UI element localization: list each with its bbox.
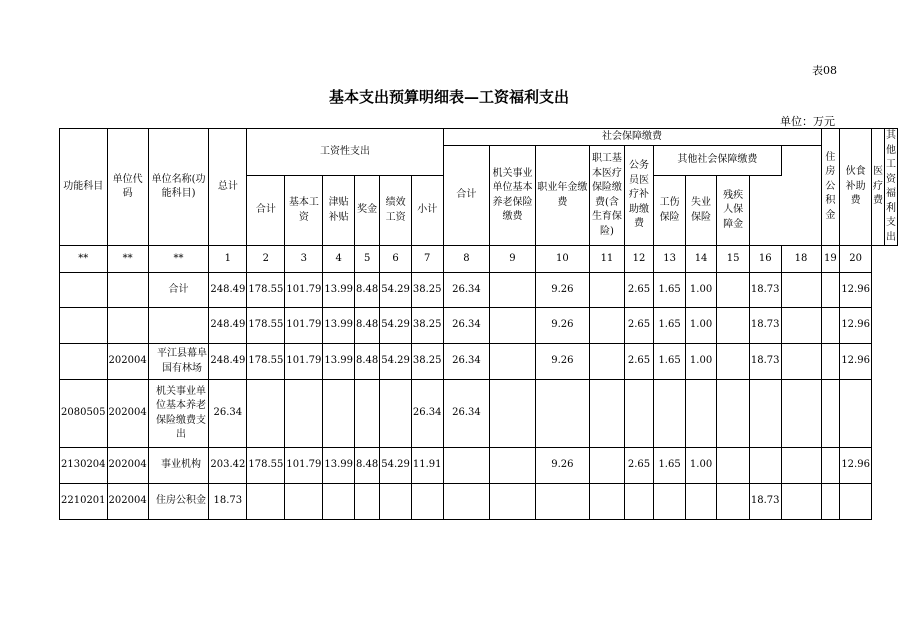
injury-cell: 1.65: [654, 344, 685, 380]
med-fee-cell: [821, 344, 840, 380]
unit-name-cell: [148, 308, 209, 344]
basic-wage-cell: 101.79: [285, 308, 323, 344]
unit-name-cell: 合计: [148, 273, 209, 308]
index-cell: 1: [209, 246, 247, 273]
index-cell: 18: [781, 246, 821, 273]
other-welfare-cell: 12.96: [840, 308, 872, 344]
index-cell: 5: [355, 246, 380, 273]
annuity-cell: [490, 380, 535, 448]
civil-medical-cell: [590, 448, 625, 484]
total-cell: 18.73: [209, 484, 247, 520]
medical-cell: 9.26: [535, 448, 590, 484]
header-other-welfare: 其他工资福利支出: [885, 129, 898, 246]
performance-cell: [380, 484, 412, 520]
index-cell: 11: [590, 246, 625, 273]
header-basic-wage: 基本工资: [285, 176, 323, 246]
unit-name-cell: 事业机构: [148, 448, 209, 484]
social-subtotal-cell: 38.25: [411, 344, 443, 380]
housing-cell: 18.73: [749, 344, 781, 380]
pension-cell: [443, 484, 490, 520]
other-subtotal-cell: 2.65: [624, 344, 654, 380]
table-row: [60, 344, 898, 380]
basic-wage-cell: [285, 484, 323, 520]
header-social-subtotal: 合计: [443, 146, 490, 246]
total-cell: 248.49: [209, 308, 247, 344]
unemployment-cell: 1.00: [685, 448, 716, 484]
func-code-cell: [60, 273, 108, 308]
index-cell: 10: [535, 246, 590, 273]
other-subtotal-cell: 2.65: [624, 308, 654, 344]
civil-medical-cell: [590, 484, 625, 520]
injury-cell: 1.65: [654, 448, 685, 484]
header-med-fee: 医疗费: [872, 129, 885, 246]
civil-medical-cell: [590, 273, 625, 308]
unit-code-cell: [107, 273, 148, 308]
meal-cell: [781, 484, 821, 520]
other-welfare-cell: [840, 380, 872, 448]
medical-cell: 9.26: [535, 273, 590, 308]
annuity-cell: [490, 273, 535, 308]
header-housing: 住房公积金: [821, 129, 840, 246]
unit-code-cell: [107, 308, 148, 344]
header-annuity: 职业年金缴费: [535, 146, 590, 246]
disability-cell: [717, 273, 750, 308]
table-row: [60, 273, 898, 308]
unit-name-cell: 平江县幕阜国有林场: [148, 344, 209, 380]
total-cell: 26.34: [209, 380, 247, 448]
bonus-cell: 8.48: [355, 273, 380, 308]
func-code-cell: [60, 344, 108, 380]
pension-cell: 26.34: [443, 380, 490, 448]
header-performance: 绩效工资: [380, 176, 412, 246]
index-cell: 13: [654, 246, 685, 273]
housing-cell: [749, 380, 781, 448]
injury-cell: [654, 380, 685, 448]
index-cell: 9: [490, 246, 535, 273]
annuity-cell: [490, 484, 535, 520]
housing-cell: 18.73: [749, 308, 781, 344]
basic-wage-cell: 101.79: [285, 344, 323, 380]
unit-code-cell: 202004: [107, 484, 148, 520]
header-injury: 工伤保险: [654, 176, 685, 246]
index-cell: 6: [380, 246, 412, 273]
pension-cell: [443, 448, 490, 484]
header-other-subtotal: 小计: [411, 176, 443, 246]
medical-cell: 9.26: [535, 308, 590, 344]
bonus-cell: 8.48: [355, 344, 380, 380]
table-row: [60, 380, 898, 448]
unit-name-cell: 机关事业单位基本养老保险缴费支出: [148, 380, 209, 448]
wage-subtotal-cell: 178.55: [247, 308, 285, 344]
wage-subtotal-cell: 178.55: [247, 344, 285, 380]
social-subtotal-cell: [411, 484, 443, 520]
disability-cell: [717, 308, 750, 344]
disability-cell: [717, 484, 750, 520]
social-subtotal-cell: 38.25: [411, 273, 443, 308]
bonus-cell: 8.48: [355, 308, 380, 344]
pension-cell: 26.34: [443, 308, 490, 344]
performance-cell: 54.29: [380, 344, 412, 380]
bonus-cell: [355, 484, 380, 520]
total-cell: 203.42: [209, 448, 247, 484]
unit-code-cell: 202004: [107, 448, 148, 484]
med-fee-cell: [821, 380, 840, 448]
header-unemployment: 失业保险: [685, 176, 716, 246]
performance-cell: [380, 380, 412, 448]
header-medical: 职工基本医疗保险缴费(含生育保险): [590, 146, 625, 246]
med-fee-cell: [821, 308, 840, 344]
other-subtotal-cell: [624, 484, 654, 520]
other-welfare-cell: 12.96: [840, 448, 872, 484]
total-cell: 248.49: [209, 273, 247, 308]
other-subtotal-cell: 2.65: [624, 448, 654, 484]
wage-subtotal-cell: 178.55: [247, 273, 285, 308]
disability-cell: [717, 380, 750, 448]
index-cell: 12: [624, 246, 654, 273]
header-meal: 伙食补助费: [840, 129, 872, 246]
index-cell: 3: [285, 246, 323, 273]
injury-cell: 1.65: [654, 308, 685, 344]
wage-subtotal-cell: 178.55: [247, 448, 285, 484]
header-disability: 残疾人保障金: [717, 176, 750, 246]
other-welfare-cell: [840, 484, 872, 520]
table-row: [60, 448, 898, 484]
header-wage-group: 工资性支出: [247, 129, 443, 176]
unit-name-cell: 住房公积金: [148, 484, 209, 520]
housing-cell: 18.73: [749, 273, 781, 308]
other-welfare-cell: 12.96: [840, 344, 872, 380]
med-fee-cell: [821, 484, 840, 520]
social-subtotal-cell: 11.91: [411, 448, 443, 484]
pension-cell: 26.34: [443, 344, 490, 380]
meal-cell: [781, 273, 821, 308]
pension-cell: 26.34: [443, 273, 490, 308]
index-cell: 2: [247, 246, 285, 273]
table-row: [60, 484, 898, 520]
unit-code-cell: 202004: [107, 344, 148, 380]
index-row: [60, 246, 898, 273]
table-row: [60, 308, 898, 344]
page-code: 表08: [812, 64, 837, 77]
header-unit-code: 单位代码: [107, 129, 148, 246]
page-title: 基本支出预算明细表—工资福利支出: [328, 88, 569, 106]
allowance-cell: 13.99: [323, 273, 355, 308]
header-allowance: 津贴补贴: [323, 176, 355, 246]
annuity-cell: [490, 448, 535, 484]
basic-wage-cell: 101.79: [285, 273, 323, 308]
medical-cell: 9.26: [535, 344, 590, 380]
unemployment-cell: 1.00: [685, 308, 716, 344]
performance-cell: 54.29: [380, 308, 412, 344]
func-code-cell: 2130204: [60, 448, 108, 484]
header-bonus: 奖金: [355, 176, 380, 246]
header-other-group: 其他社会保障缴费: [654, 146, 781, 176]
unit-code-cell: 202004: [107, 380, 148, 448]
performance-cell: 54.29: [380, 273, 412, 308]
total-cell: 248.49: [209, 344, 247, 380]
annuity-cell: [490, 344, 535, 380]
bonus-cell: [355, 380, 380, 448]
meal-cell: [781, 308, 821, 344]
unemployment-cell: 1.00: [685, 344, 716, 380]
header-unit-name: 单位名称(功能科目): [148, 129, 209, 246]
basic-wage-cell: [285, 380, 323, 448]
performance-cell: 54.29: [380, 448, 412, 484]
meal-cell: [781, 344, 821, 380]
allowance-cell: [323, 484, 355, 520]
social-subtotal-cell: 38.25: [411, 308, 443, 344]
civil-medical-cell: [590, 308, 625, 344]
wage-subtotal-cell: [247, 380, 285, 448]
medical-cell: [535, 380, 590, 448]
wage-subtotal-cell: [247, 484, 285, 520]
index-cell: 20: [840, 246, 872, 273]
header-civil-medical: 公务员医疗补助缴费: [624, 146, 654, 246]
func-code-cell: 2210201: [60, 484, 108, 520]
index-cell: **: [148, 246, 209, 273]
index-cell: 8: [443, 246, 490, 273]
unemployment-cell: [685, 484, 716, 520]
med-fee-cell: [821, 448, 840, 484]
other-subtotal-cell: [624, 380, 654, 448]
allowance-cell: 13.99: [323, 344, 355, 380]
unit-label: 单位：万元: [780, 115, 835, 128]
index-cell: 7: [411, 246, 443, 273]
medical-cell: [535, 484, 590, 520]
disability-cell: [717, 344, 750, 380]
index-cell: **: [60, 246, 108, 273]
meal-cell: [781, 448, 821, 484]
injury-cell: [654, 484, 685, 520]
index-cell: 16: [749, 246, 781, 273]
allowance-cell: 13.99: [323, 448, 355, 484]
func-code-cell: 2080505: [60, 380, 108, 448]
civil-medical-cell: [590, 344, 625, 380]
index-cell: 15: [717, 246, 750, 273]
header-func-code: 功能科目: [60, 129, 108, 246]
header-pension: 机关事业单位基本养老保险缴费: [490, 146, 535, 246]
social-subtotal-cell: 26.34: [411, 380, 443, 448]
disability-cell: [717, 448, 750, 484]
index-cell: 4: [323, 246, 355, 273]
wage-welfare-table: [59, 128, 898, 520]
basic-wage-cell: 101.79: [285, 448, 323, 484]
allowance-cell: 13.99: [323, 308, 355, 344]
unemployment-cell: 1.00: [685, 273, 716, 308]
index-cell: **: [107, 246, 148, 273]
index-cell: 14: [685, 246, 716, 273]
med-fee-cell: [821, 273, 840, 308]
injury-cell: 1.65: [654, 273, 685, 308]
func-code-cell: [60, 308, 108, 344]
header-wage-subtotal: 合计: [247, 176, 285, 246]
index-cell: 19: [821, 246, 840, 273]
unemployment-cell: [685, 380, 716, 448]
other-subtotal-cell: 2.65: [624, 273, 654, 308]
meal-cell: [781, 380, 821, 448]
other-welfare-cell: 12.96: [840, 273, 872, 308]
annuity-cell: [490, 308, 535, 344]
housing-cell: 18.73: [749, 484, 781, 520]
bonus-cell: 8.48: [355, 448, 380, 484]
header-social-group: 社会保障缴费: [443, 129, 821, 146]
civil-medical-cell: [590, 380, 625, 448]
allowance-cell: [323, 380, 355, 448]
header-total: 总计: [209, 129, 247, 246]
housing-cell: [749, 448, 781, 484]
